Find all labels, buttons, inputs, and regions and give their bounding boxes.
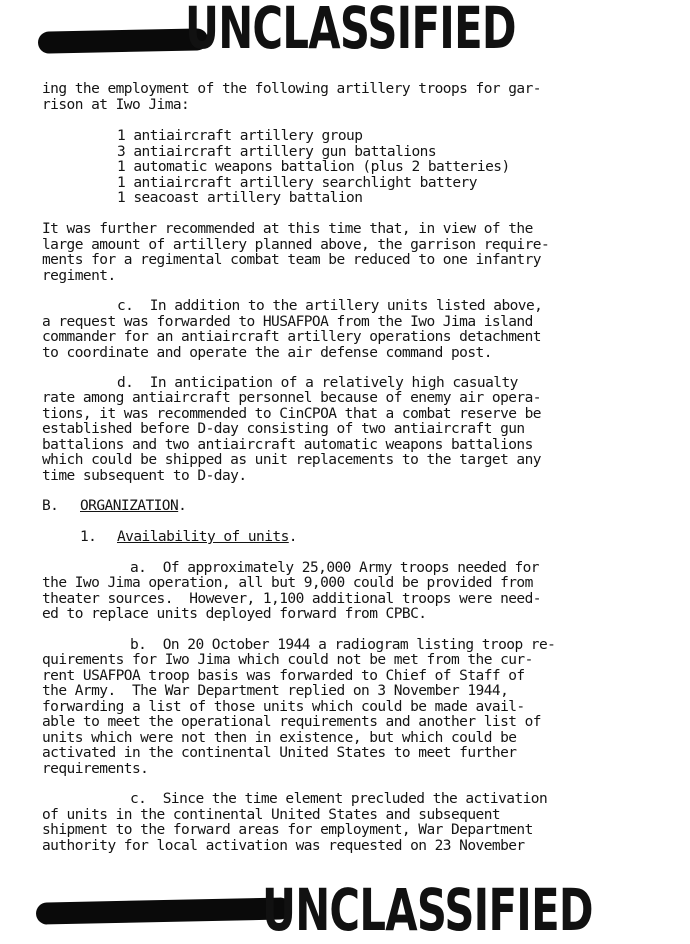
classification-stamp-bottom bbox=[0, 872, 690, 944]
text-line: forwarding a list of those units which could be made avail- bbox=[42, 699, 525, 715]
redaction-bar bbox=[36, 897, 291, 924]
text-line: time subsequent to D-day. bbox=[42, 468, 247, 484]
text-line: able to meet the operational requirements and another list of bbox=[42, 714, 541, 730]
text-line: tions, it was recommended to CinCPOA that a combat reserve be bbox=[42, 406, 541, 422]
list-item: 1 antiaircraft artillery group bbox=[117, 128, 363, 144]
stamp-text: UNCLASSIFIED bbox=[185, 0, 516, 62]
text-line: activated in the continental United States to meet further bbox=[42, 745, 517, 761]
section-heading: ORGANIZATION. bbox=[80, 498, 187, 514]
subsection-number: 1. bbox=[80, 529, 97, 545]
text-line: a request was forwarded to HUSAFPOA from the Iwo Jima island bbox=[42, 314, 533, 330]
text-line: the Army. The War Department replied on 3 November 1944, bbox=[42, 683, 509, 699]
text-line: authority for local activation was requested on 23 November bbox=[42, 838, 525, 854]
section-heading-title: ORGANIZATION bbox=[80, 498, 179, 514]
text-line: ing the employment of the following artillery troops for gar- bbox=[42, 81, 541, 97]
text-line: rent USAFPOA troop basis was forwarded to Chief of Staff of bbox=[42, 668, 525, 684]
stamp-text: UNCLASSIFIED bbox=[262, 876, 593, 944]
text-line: quirements for Iwo Jima which could not be met from the cur- bbox=[42, 652, 533, 668]
text-line: ments for a regimental combat team be reduced to one infantry bbox=[42, 252, 541, 268]
paragraph-1b-first-line: b. On 20 October 1944 a radiogram listing troop re- bbox=[130, 637, 556, 653]
list-item: 1 seacoast artillery battalion bbox=[117, 190, 363, 206]
paragraph-1c-first-line: c. Since the time element precluded the activation bbox=[130, 791, 548, 807]
subsection-heading: Availability of units. bbox=[117, 529, 297, 545]
text-line: battalions and two antiaircraft automatic weapons battalions bbox=[42, 437, 533, 453]
text-line: units which were not then in existence, but which could be bbox=[42, 730, 517, 746]
text-line: requirements. bbox=[42, 761, 149, 777]
list-item: 1 automatic weapons battalion (plus 2 batteries) bbox=[117, 159, 510, 175]
paragraph-c-first-line: c. In addition to the artillery units listed above, bbox=[117, 298, 543, 314]
text-line: theater sources. However, 1,100 additional troops were need- bbox=[42, 591, 541, 607]
text-line: large amount of artillery planned above, the garrison require- bbox=[42, 237, 550, 253]
text-line: of units in the continental United States and subsequent bbox=[42, 807, 501, 823]
list-item: 3 antiaircraft artillery gun battalions bbox=[117, 144, 437, 160]
text-line: rate among antiaircraft personnel because of enemy air opera- bbox=[42, 390, 541, 406]
text-line: It was further recommended at this time that, in view of the bbox=[42, 221, 533, 237]
section-letter: B. bbox=[42, 498, 59, 514]
text-line: to coordinate and operate the air defense command post. bbox=[42, 345, 492, 361]
text-line: established before D-day consisting of two antiaircraft gun bbox=[42, 421, 525, 437]
paragraph-1a-first-line: a. Of approximately 25,000 Army troops needed for bbox=[130, 560, 539, 576]
paragraph-d-first-line: d. In anticipation of a relatively high casualty bbox=[117, 375, 518, 391]
text-line: shipment to the forward areas for employment, War Department bbox=[42, 822, 533, 838]
text-line: which could be shipped as unit replacements to the target any bbox=[42, 452, 541, 468]
text-line: ed to replace units deployed forward from CPBC. bbox=[42, 606, 427, 622]
text-line: regiment. bbox=[42, 268, 116, 284]
text-line: rison at Iwo Jima: bbox=[42, 97, 190, 113]
subsection-heading-title: Availability of units bbox=[117, 529, 289, 545]
text-line: commander for an antiaircraft artillery operations detachment bbox=[42, 329, 541, 345]
list-item: 1 antiaircraft artillery searchlight battery bbox=[117, 175, 477, 191]
text-line: the Iwo Jima operation, all but 9,000 could be provided from bbox=[42, 575, 533, 591]
